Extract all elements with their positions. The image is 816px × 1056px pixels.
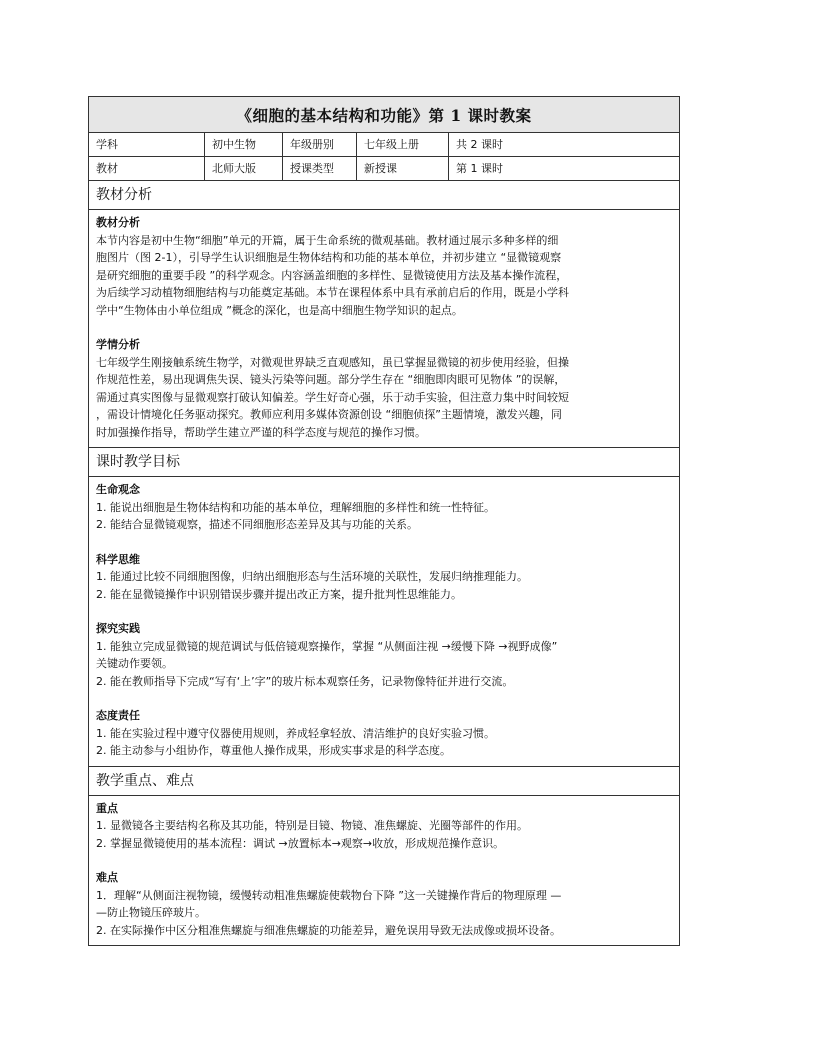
goal-group-title: 生命观念 [96,483,140,496]
goals-body [89,477,679,767]
learner-analysis-line: 需通过真实图像与显微观察打破认知偏差。学生好奇心强，乐于动手实验，但注意力集中时间较短 [96,390,569,404]
grade-value: 七年级上册 [357,133,449,156]
document-title: 《细胞的基本结构和功能》第 1 课时教案 [236,105,532,125]
textbook-analysis-title: 教材分析 [96,216,140,229]
textbook-analysis-line: 是研究细胞的重要手段 ”的科学观念。内容涵盖细胞的多样性、显微镜使用方法及基本操作流程， [96,268,568,282]
goal-item: 2. 能主动参与小组协作，尊重他人操作成果，形成实事求是的科学态度。 [96,744,451,757]
key-points-heading: 教学重点、难点 [89,767,679,796]
goals-heading: 课时教学目标 [89,448,679,477]
goal-item: 1. 能独立完成显微镜的规范调试与低倍镜观察操作，掌握 “从侧面注视 →缓慢下降 →视野成像” [96,639,558,653]
focus-title: 重点 [96,801,118,815]
difficulty-item: 1．理解“从侧面注视物镜，缓慢转动粗准焦螺旋使载物台下降 ”这一关键操作背后的物理原理 — [96,888,562,902]
difficulty-item: 2. 在实际操作中区分粗准焦螺旋与细准焦螺旋的功能差异，避免误用导致无法成像或损坏设备。 [96,923,561,937]
lesson-plan-table [88,96,680,946]
goal-item: 2. 能在教师指导下完成“写有‘上’字”的玻片标本观察任务，记录物像特征并进行交流。 [96,674,514,688]
goal-item: 2. 能在显微镜操作中识别错误步骤并提出改正方案，提升批判性思维能力。 [96,587,462,601]
difficulty-item: —防止物镜压碎玻片。 [96,906,206,919]
goal-item: 1. 能在实验过程中遵守仪器使用规则，养成轻拿轻放、清洁维护的良好实验习惯。 [96,726,495,740]
grade-label: 年级册别 [283,133,357,156]
learner-analysis-title: 学情分析 [96,338,140,351]
textbook-label: 教材 [89,157,205,180]
textbook-analysis-line: 胞图片（图 2-1），引导学生认识细胞是生物体结构和功能的基本单位，并初步建立 “显微镜观察 [96,251,562,264]
key-points-body [89,796,679,946]
subject-label: 学科 [89,133,205,156]
textbook-analysis-line: 为后续学习动植物细胞结构与功能奠定基础。本节在课程体系中具有承前启后的作用，既是小学科 [96,286,569,299]
info-row-2 [89,157,679,181]
focus-item: 1. 显微镜各主要结构名称及其功能，特别是目镜、物镜、准焦螺旋、光圈等部件的作用。 [96,819,528,832]
learner-analysis-line: 作规范性差，易出现调焦失误、镜头污染等问题。部分学生存在 “细胞即肉眼可见物体 ”的误解， [96,373,566,386]
lesson-type-value: 新授课 [357,157,449,180]
textbook-analysis-line: 本节内容是初中生物“细胞”单元的开篇，属于生命系统的微观基础。教材通过展示多种多样的细 [96,233,559,247]
learner-analysis-line: 七年级学生刚接触系统生物学，对微观世界缺乏直观感知，虽已掌握显微镜的初步使用经验，但操 [96,355,569,369]
goal-group-title: 态度责任 [96,709,140,722]
textbook-analysis-line: 学中“生物体由小单位组成 ”概念的深化，也是高中细胞生物学知识的起点。 [96,303,463,317]
goal-item: 1. 能通过比较不同细胞图像，归纳出细胞形态与生活环境的关联性，发展归纳推理能力。 [96,570,528,583]
subject-value: 初中生物 [205,133,283,156]
analysis-heading: 教材分析 [89,181,679,210]
goal-item: 2. 能结合显微镜观察，描述不同细胞形态差异及其与功能的关系。 [96,518,418,531]
learner-analysis-line: ，需设计情境化任务驱动探究。教师应利用多媒体资源创设 “细胞侦探”主题情境，激发兴趣，同 [96,408,562,421]
difficulty-title: 难点 [96,871,118,884]
goal-item: 关键动作要领。 [96,657,173,670]
title-row [89,97,679,133]
info-row-1 [89,133,679,157]
goal-group-title: 科学思维 [96,552,140,566]
lesson-type-label: 授课类型 [283,157,357,180]
textbook-value: 北师大版 [205,157,283,180]
learner-analysis-line: 时加强操作指导，帮助学生建立严谨的科学态度与规范的操作习惯。 [96,425,426,439]
analysis-body [89,210,679,448]
goal-group-title: 探究实践 [96,622,140,635]
total-periods: 共 2 课时 [456,138,503,151]
focus-item: 2. 掌握显微镜使用的基本流程：调试 →放置标本→观察→收放，形成规范操作意识。 [96,836,505,850]
current-period: 第 1 课时 [456,162,503,175]
goal-item: 1. 能说出细胞是生物体结构和功能的基本单位，理解细胞的多样性和统一性特征。 [96,500,495,514]
